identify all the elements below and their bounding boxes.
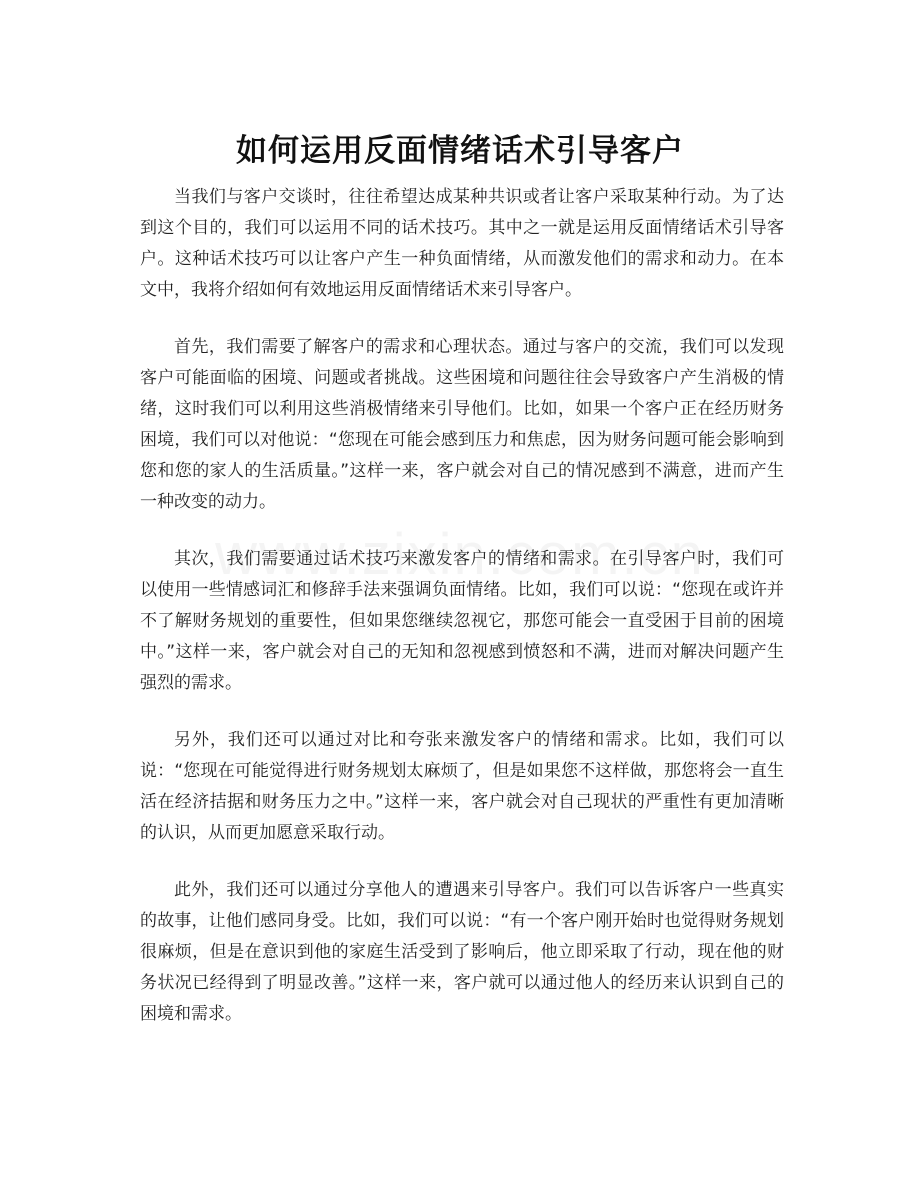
paragraph-5: 此外，我们还可以通过分享他人的遭遇来引导客户。我们可以告诉客户一些真实的故事，让他们感同身受。比如，我们可以说：“有一个客户刚开始时也觉得财务规划很麻烦，但是在意识到他的家庭生活受到了影响后，他立即采取了行动，现在他的财务状况已经得到了明显改善。”这样一来，客户就可以通过他人的经历来认识到自己的困境和需求。 <box>140 880 784 1024</box>
paragraph-4: 另外，我们还可以通过对比和夸张来激发客户的情绪和需求。比如，我们可以说：“您现在可能觉得进行财务规划太麻烦了，但是如果您不这样做，那您将会一直生活在经济拮据和财务压力之中。”这样一来，客户就会对自己现状的严重性有更加清晰的认识，从而更加愿意采取行动。 <box>140 730 784 843</box>
document-body <box>140 182 784 1056</box>
paragraph-2: 首先，我们需要了解客户的需求和心理状态。通过与客户的交流，我们可以发现客户可能面临的困境、问题或者挑战。这些困境和问题往往会导致客户产生消极的情绪，这时我们可以利用这些消极情绪来引导他们。比如，如果一个客户正在经历财务困境，我们可以对他说：“您现在可能会感到压力和焦虑，因为财务问题可能会影响到您和您的家人的生活质量。”这样一来，客户就会对自己的情况感到不满意，进而产生一种改变的动力。 <box>140 337 784 512</box>
paragraph-3: 其次，我们需要通过话术技巧来激发客户的情绪和需求。在引导客户时，我们可以使用一些情感词汇和修辞手法来强调负面情绪。比如，我们可以说：“您现在或许并不了解财务规划的重要性，但如果您继续忽视它，那您可能会一直受困于目前的困境中。”这样一来，客户就会对自己的无知和忽视感到愤怒和不满，进而对解决问题产生强烈的需求。 <box>140 549 784 693</box>
paragraph-1: 当我们与客户交谈时，往往希望达成某种共识或者让客户采取某种行动。为了达到这个目的，我们可以运用不同的话术技巧。其中之一就是运用反面情绪话术引导客户。这种话术技巧可以让客户产生一种负面情绪，从而激发他们的需求和动力。在本文中，我将介绍如何有效地运用反面情绪话术来引导客户。 <box>140 187 784 300</box>
page-title: 如何运用反面情绪话术引导客户 <box>236 132 684 169</box>
